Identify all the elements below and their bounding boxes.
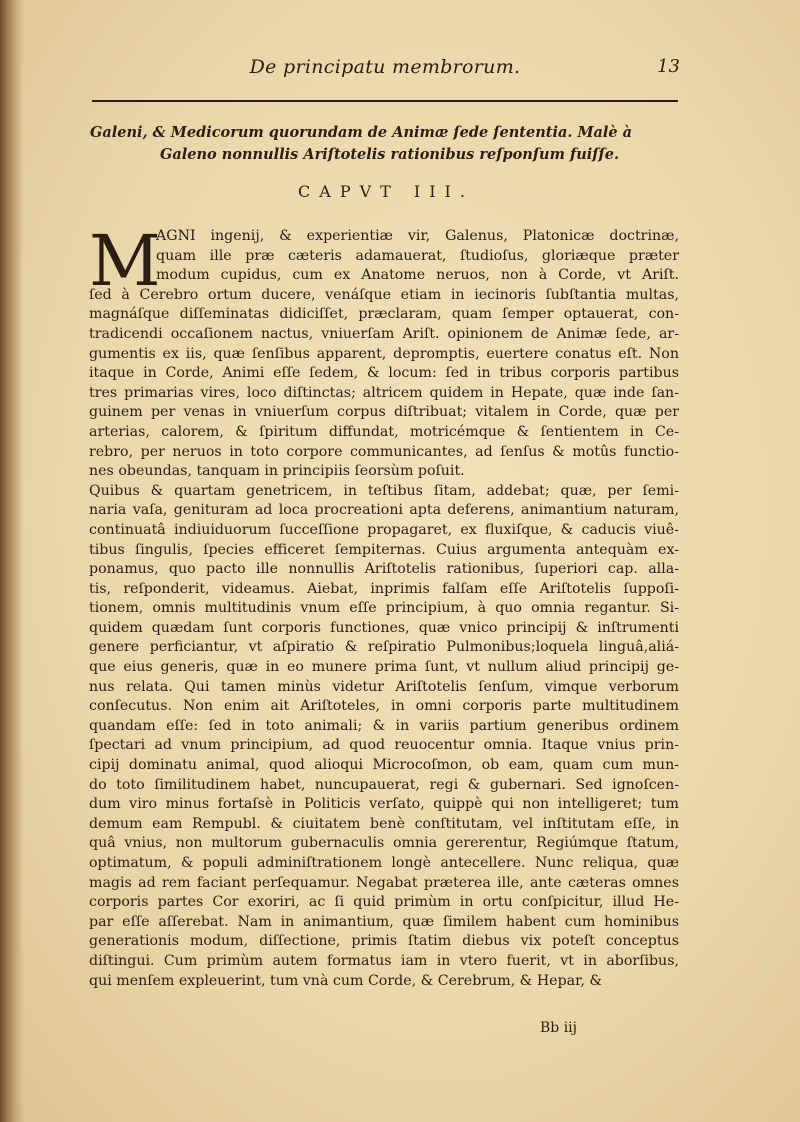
text-line: demum eam Rempubl. & ciuitatem benè conſtitutam, vel inſtitutam eſſe, in: [89, 815, 679, 832]
summary-line: Galeni, & Medicorum quorundam de Animæ ſede ſententia. Malè à: [90, 124, 633, 141]
text-line: conſecutus. Non enim ait Ariſtoteles, in omni corporis parte multitudinem: [89, 698, 679, 715]
text-line: rebro, per neruos in toto corpore communicantes, ad ſenſus & motûs functio-: [89, 443, 679, 460]
chapter-heading: CAPVT III.: [298, 182, 474, 201]
text-line: magis ad rem faciant perſequamur. Negabat præterea ille, ante cæteras omnes: [89, 874, 679, 891]
text-line: nes obeundas, tanquam in principiis ſeorsùm poſuit.: [89, 463, 465, 480]
text-line: magnáſque diſſeminatas didiciſſet, præclaram, quam ſemper optauerat, con-: [89, 306, 679, 323]
text-line: cipij dominatu animal, quod alioqui Microcoſmon, ob eam, quam cum mun-: [89, 757, 679, 774]
text-line: genere perficiantur, vt aſpiratio & reſpiratio Pulmonibus;loquela linguâ,aliá-: [89, 639, 679, 656]
text-line: qui menſem expleuerint, tum vnà cum Corde, & Cerebrum, & Hepar, &: [89, 972, 602, 989]
text-line: optimatum, & populi adminiſtrationem longè antecellere. Nunc reliqua, quæ: [89, 855, 679, 871]
text-line: tionem, omnis multitudinis vnum eſſe principium, à quo omnia regantur. Si-: [89, 600, 679, 617]
text-line: nus relata. Qui tamen minùs videtur Ariſtotelis ſenſum, vimque verborum: [89, 678, 679, 695]
text-line: quam ille præ cæteris adamauerat, ſtudioſus, gloriæque præter: [156, 247, 679, 264]
text-line: quidem quædam ſunt corporis functiones, quæ vnico principij & inſtrumenti: [89, 619, 679, 636]
page-header: [90, 52, 680, 86]
summary-line: Galeno nonnullis Ariſtotelis rationibus reſponſum fuiſſe.: [160, 146, 620, 163]
text-line: ſed à Cerebro ortum ducere, venáſque etiam in iecinoris ſubſtantia multas,: [89, 286, 679, 303]
text-line: tibus ſingulis, ſpecies efficeret ſempiternas. Cuius argumenta antequàm ex-: [89, 541, 679, 558]
text-line: diſtingui. Cum primùm autem formatus iam in vtero fuerit, vt in aborſibus,: [89, 952, 679, 969]
binding-gutter: [0, 0, 24, 1122]
chapter-summary: [90, 122, 682, 166]
text-line: continuatâ indiuiduorum ſucceſſione propagaret, ex fluxiſque, & caducis viuê-: [89, 521, 679, 538]
signature-mark: Bb iij: [540, 1020, 577, 1036]
text-line: itaque in Corde, Animi eſſe ſedem, & locum: ſed in tribus corporis partibus: [89, 365, 679, 382]
text-line: arterias, calorem, & ſpiritum diffundat, motricémque & ſentientem in Ce-: [89, 423, 679, 440]
drop-cap-initial: M: [89, 220, 161, 302]
text-line: tis, reſponderit, videamus. Aiebat, inprimis falſam eſſe Ariſtotelis ſuppoſi-: [89, 580, 679, 597]
page-number: 13: [657, 56, 680, 77]
text-line: do toto ſimilitudinem habet, nuncupauerat, regi & gubernari. Sed ignoſcen-: [89, 776, 679, 793]
text-line: ponamus, quo pacto ille nonnullis Ariſtotelis rationibus, ſuperiori cap. alla-: [89, 561, 679, 578]
text-line: dum viro minus fortaſsè in Politicis verſato, quippè qui non intelligeret; tum: [89, 796, 679, 813]
text-line: modum cupidus, cum ex Anatome neruos, non à Corde, vt Ariſt.: [156, 267, 679, 284]
text-line: que eius generis, quæ in eo munere prima ſunt, vt nullum aliud principij ge-: [89, 659, 679, 676]
text-line: quâ vnius, non multorum gubernaculis omnia gererentur, Regiúmque ſtatum,: [89, 835, 679, 852]
text-line: naria vaſa, genituram ad loca procreationi apta deferens, animantium naturam,: [89, 502, 679, 519]
text-line: Quibus & quartam genetricem, in teſtibus ſitam, addebat; quæ, per ſemi-: [89, 482, 679, 499]
text-line: generationis modum, diſſectione, primis ſtatim diebus vix poteſt conceptus: [89, 933, 679, 950]
running-title: De principatu membrorum.: [249, 56, 521, 78]
header-rule: [92, 100, 678, 102]
text-line: ſpectari ad vnum principium, ad quod reuocentur omnia. Itaque vnius prin-: [89, 737, 679, 754]
body-text: [89, 220, 679, 991]
text-line: par eſſe aſſerebat. Nam in animantium, quæ ſimilem habent cum hominibus: [89, 913, 679, 930]
text-line: tres primarias vires, loco diſtinctas; altricem quidem in Hepate, quæ inde ſan-: [89, 384, 679, 401]
text-line: guinem per venas in vniuerſum corpus diſtribuat; vitalem in Corde, quæ per: [89, 404, 679, 421]
text-line: tradicendi occaſionem nactus, vniuerſam Ariſt. opinionem de Animæ ſede, ar-: [89, 325, 679, 342]
text-line: gumentis ex iis, quæ ſenſibus apparent, depromptis, euertere conatus eſt. Non: [89, 345, 679, 362]
text-line: AGNI ingenij, & experientiæ vir, Galenus, Platonicæ doctrinæ,: [156, 228, 679, 244]
text-line: quandam eſſe: ſed in toto animali; & in variis partium generibus ordinem: [89, 717, 679, 734]
text-line: corporis partes Cor exoriri, ac ſi quid primùm in ortu conſpicitur, illud He-: [89, 894, 679, 911]
